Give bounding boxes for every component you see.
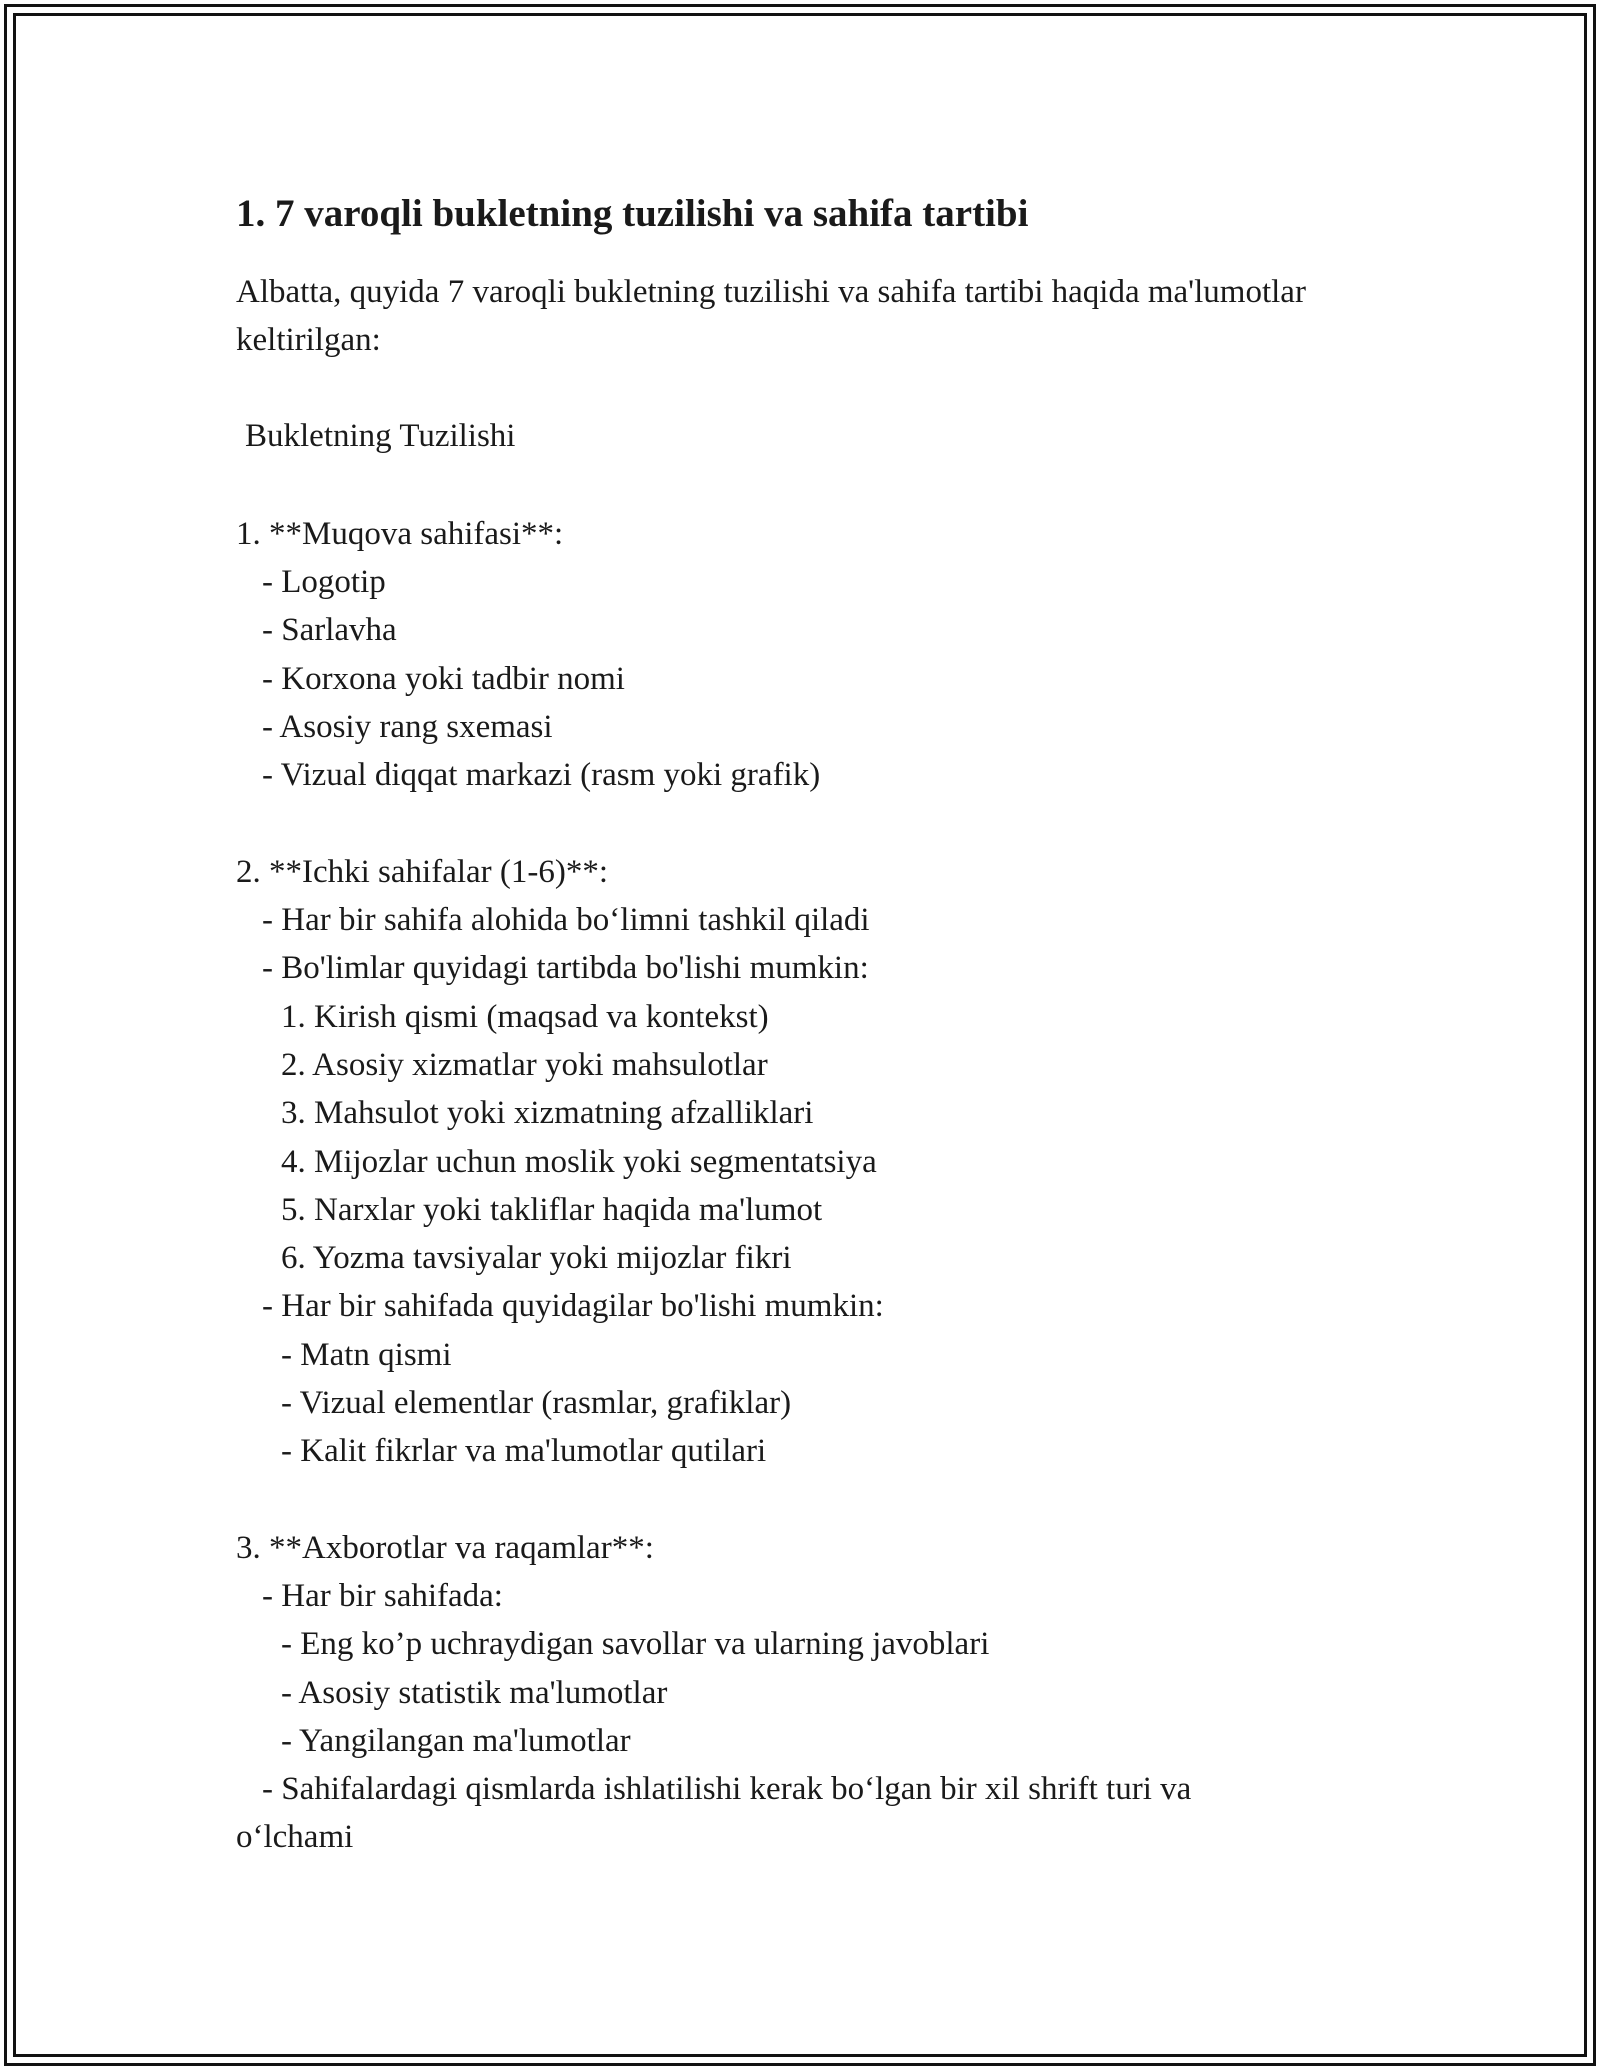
section2-subitem: - Vizual elementlar (rasmlar, grafiklar) bbox=[281, 1385, 792, 1421]
section2-subitem: - Kalit fikrlar va ma'lumotlar qutilari bbox=[281, 1433, 767, 1469]
section2-numbered-item: 3. Mahsulot yoki xizmatning afzalliklari bbox=[281, 1095, 814, 1131]
section1-item: - Sarlavha bbox=[262, 612, 397, 648]
section1-item: - Korxona yoki tadbir nomi bbox=[262, 661, 625, 697]
section2-item: - Har bir sahifada quyidagilar bo'lishi mumkin: bbox=[262, 1288, 884, 1324]
section2-numbered-item: 1. Kirish qismi (maqsad va kontekst) bbox=[281, 999, 769, 1035]
section1-item: - Logotip bbox=[262, 564, 386, 600]
section2-item: - Bo'limlar quyidagi tartibda bo'lishi mumkin: bbox=[262, 950, 869, 986]
section3-item: - Sahifalardagi qismlarda ishlatilishi kerak bo‘lgan bir xil shrift turi va bbox=[262, 1771, 1192, 1807]
section3-subitem: - Asosiy statistik ma'lumotlar bbox=[281, 1675, 668, 1711]
section2-numbered-item: 4. Mijozlar uchun moslik yoki segmentatsiya bbox=[281, 1144, 877, 1180]
section3-subitem: - Yangilangan ma'lumotlar bbox=[281, 1723, 631, 1759]
subheading: Bukletning Tuzilishi bbox=[245, 418, 516, 454]
section1-item: - Vizual diqqat markazi (rasm yoki grafik) bbox=[262, 757, 821, 793]
intro-paragraph: Albatta, quyida 7 varoqli bukletning tuzilishi va sahifa tartibi haqida ma'lumotlar keltirilgan: bbox=[236, 274, 1306, 358]
section2-heading: 2. **Ichki sahifalar (1-6)**: bbox=[236, 854, 609, 890]
section2-subitem: - Matn qismi bbox=[281, 1337, 452, 1373]
section1-heading: 1. **Muqova sahifasi**: bbox=[236, 516, 564, 552]
document-title: 1. 7 varoqli bukletning tuzilishi va sahifa tartibi bbox=[236, 192, 1029, 235]
section2-numbered-item: 5. Narxlar yoki takliflar haqida ma'lumot bbox=[281, 1192, 823, 1228]
section2-numbered-item: 6. Yozma tavsiyalar yoki mijozlar fikri bbox=[281, 1240, 792, 1276]
section3-heading: 3. **Axborotlar va raqamlar**: bbox=[236, 1530, 654, 1566]
section2-numbered-item: 2. Asosiy xizmatlar yoki mahsulotlar bbox=[281, 1047, 768, 1083]
section1-item: - Asosiy rang sxemasi bbox=[262, 709, 553, 745]
section2-item: - Har bir sahifa alohida bo‘limni tashkil qiladi bbox=[262, 902, 870, 938]
section3-item: - Har bir sahifada: bbox=[262, 1578, 503, 1614]
section3-subitem: - Eng ko’p uchraydigan savollar va ularning javoblari bbox=[281, 1626, 990, 1662]
section3-item-continuation: o‘lchami bbox=[236, 1819, 354, 1855]
